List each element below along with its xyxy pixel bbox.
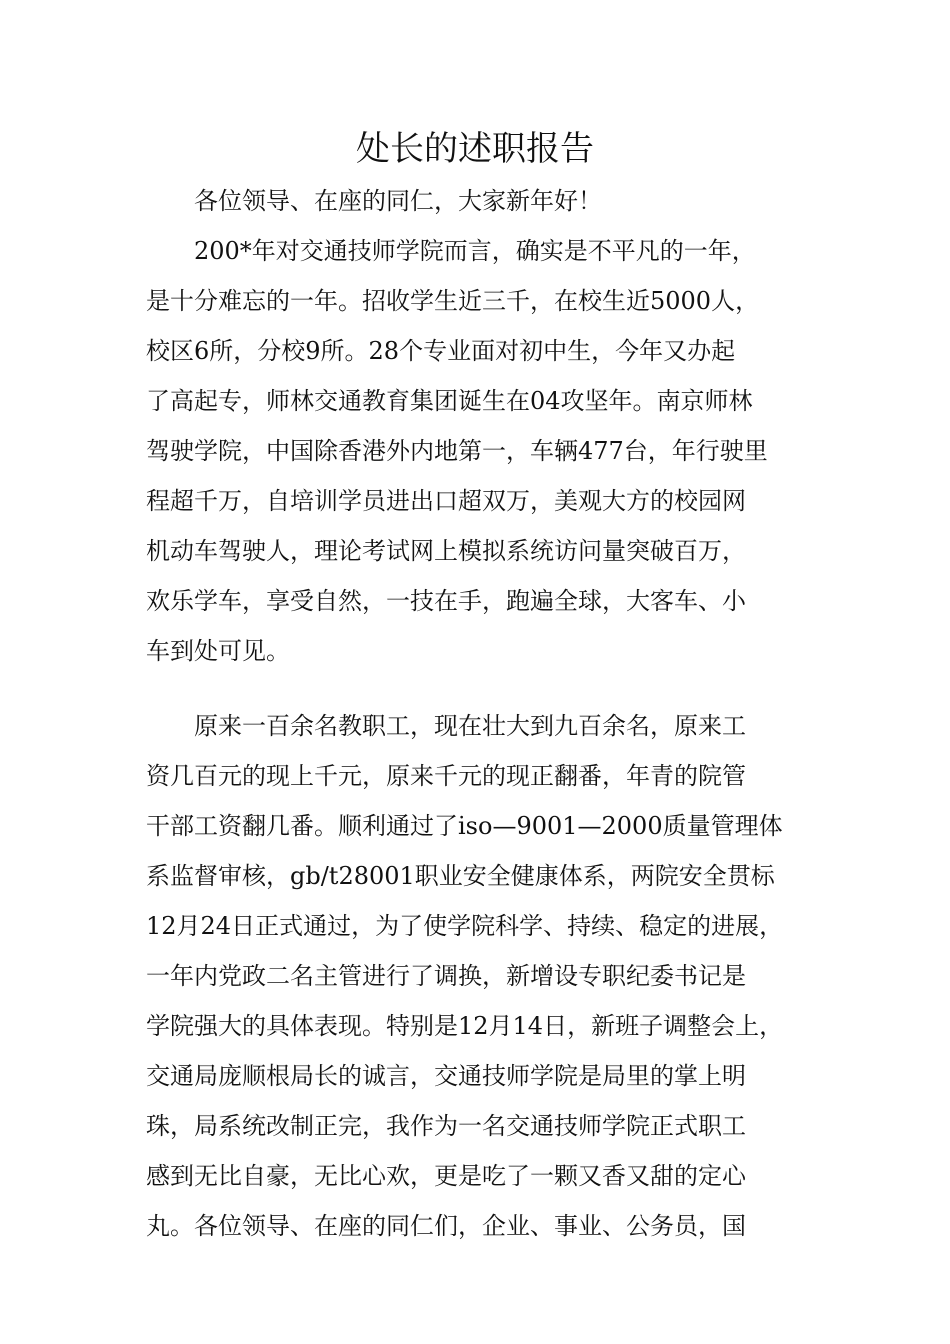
paragraph-gap	[146, 676, 836, 701]
paragraph-2	[146, 701, 836, 1251]
text-line: 校区6所，分校9所。28个专业面对初中生，今年又办起	[146, 337, 736, 365]
document-body	[146, 176, 836, 1251]
text-line: 驾驶学院，中国除香港外内地第一，车辆477台，年行驶里	[146, 437, 768, 465]
text-line: 珠，局系统改制正完，我作为一名交通技师学院正式职工	[146, 1112, 746, 1140]
text-line: 程超千万，自培训学员进出口超双万，美观大方的校园网	[146, 487, 746, 515]
text-line: 欢乐学车，享受自然，一技在手，跑遍全球，大客车、小	[146, 587, 746, 615]
text-line: 学院强大的具体表现。特别是12月14日，新班子调整会上，	[146, 1012, 784, 1040]
text-line: 一年内党政二名主管进行了调换，新增设专职纪委书记是	[146, 962, 746, 990]
text-line: 12月24日正式通过，为了使学院科学、持续、稳定的进展，	[146, 912, 784, 940]
text-line: 资几百元的现上千元，原来千元的现正翻番，年青的院管	[146, 762, 746, 790]
text-line: 了高起专，师林交通教育集团诞生在04攻坚年。南京师林	[146, 387, 753, 415]
text-line: 车到处可见。	[146, 637, 290, 665]
paragraph-1	[146, 226, 836, 676]
text-line: 交通局庞顺根局长的诚言，交通技师学院是局里的掌上明	[146, 1062, 746, 1090]
greeting-line: 各位领导、在座的同仁，大家新年好！	[194, 187, 602, 215]
text-line: 机动车驾驶人，理论考试网上模拟系统访问量突破百万，	[146, 537, 746, 565]
text-line: 丸。各位领导、在座的同仁们，企业、事业、公务员，国	[146, 1212, 746, 1240]
text-line: 原来一百余名教职工，现在壮大到九百余名，原来工	[194, 712, 746, 740]
text-line: 200*年对交通技师学院而言，确实是不平凡的一年，	[194, 237, 756, 265]
text-line: 干部工资翻几番。顺利通过了iso—9001—2000质量管理体	[146, 812, 783, 840]
document-title: 处长的述职报告	[356, 129, 594, 169]
text-line: 感到无比自豪，无比心欢，更是吃了一颗又香又甜的定心	[146, 1162, 746, 1190]
text-line: 系监督审核，gb/t28001职业安全健康体系，两院安全贯标	[146, 862, 775, 890]
text-line: 是十分难忘的一年。招收学生近三千，在校生近5000人，	[146, 287, 760, 315]
